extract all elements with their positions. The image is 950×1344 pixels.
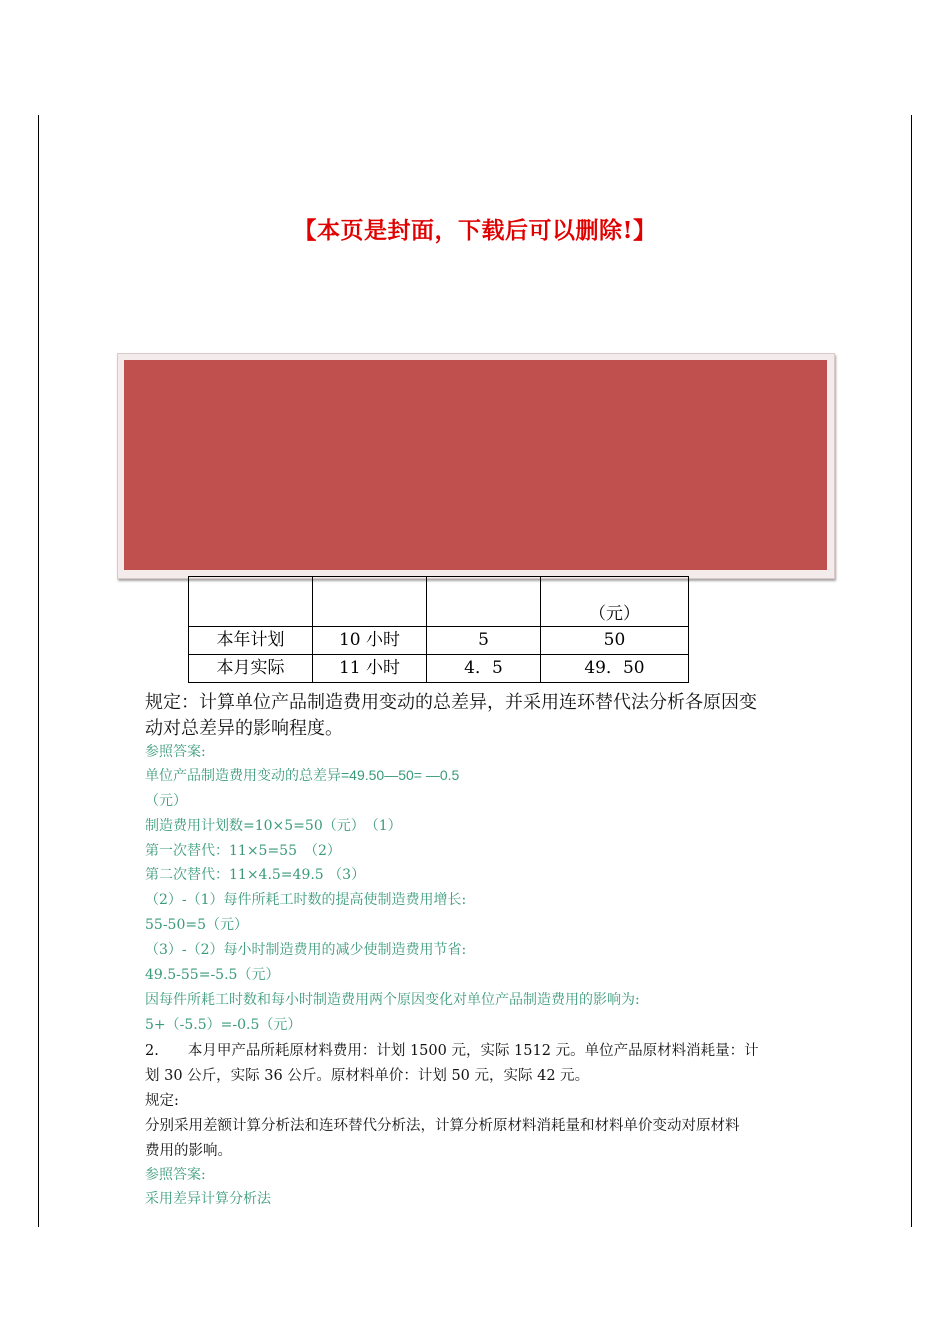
answer-label: 参照答案:: [145, 744, 206, 760]
answer-line: 55-50=5（元）: [145, 917, 248, 933]
banner-block: [124, 360, 827, 570]
answer-line: 单位产品制造费用变动的总差异=49.50—50= —0.5: [145, 767, 460, 783]
answer-line: （2）-（1）每件所耗工时数的提高使制造费用增长:: [145, 892, 467, 908]
table-cell: 本年计划: [189, 627, 313, 655]
table-cell: 50: [541, 627, 689, 655]
table-cell: （元）: [541, 577, 689, 627]
answer-line: 第一次替代：11×5=55 （2）: [145, 843, 341, 859]
question-2-line-1: 2. 本月甲产品所耗原材料费用：计划 1500 元，实际 1512 元。单位产品原材料消耗量：计: [145, 1043, 759, 1059]
table-cell: [189, 577, 313, 627]
answer-line: 49.5-55=-5.5（元）: [145, 967, 280, 983]
answer-2-line: 采用差异计算分析法: [145, 1191, 271, 1207]
page-right-border: [911, 115, 912, 1227]
table-cell: 11 小时: [313, 655, 427, 683]
page-left-border: [38, 115, 39, 1227]
table-cell: 本月实际: [189, 655, 313, 683]
table-cell: [313, 577, 427, 627]
answer-line: （元）: [145, 793, 187, 809]
cover-notice: 【本页是封面，下载后可以删除!】: [293, 217, 657, 244]
question-2-req-2: 费用的影响。: [145, 1143, 232, 1159]
table-header-row: [189, 577, 689, 627]
cost-table: [188, 576, 689, 683]
banner-frame: [117, 353, 835, 579]
question-2-line-2: 划 30 公斤，实际 36 公斤。原材料单价：计划 50 元，实际 42 元。: [145, 1068, 590, 1084]
answer-line: 第二次替代：11×4.5=49.5 （3）: [145, 867, 366, 883]
question-2-req-1: 分别采用差额计算分析法和连环替代分析法，计算分析原材料消耗量和材料单价变动对原材料: [145, 1118, 740, 1134]
answer-line: 制造费用计划数=10×5=50（元） （1）: [145, 818, 402, 834]
table-cell: [427, 577, 541, 627]
requirement-line-1: 规定：计算单位产品制造费用变动的总差异，并采用连环替代法分析各原因变: [145, 692, 757, 713]
table-cell: 49．50: [541, 655, 689, 683]
answer-2-label: 参照答案:: [145, 1167, 206, 1183]
table-cell: 5: [427, 627, 541, 655]
table-cell: 4．5: [427, 655, 541, 683]
question-2-label: 规定:: [145, 1093, 179, 1109]
answer-line: 因每件所耗工时数和每小时制造费用两个原因变化对单位产品制造费用的影响为:: [145, 992, 640, 1008]
answer-line: （3）-（2）每小时制造费用的减少使制造费用节省:: [145, 942, 467, 958]
answer-line: 5+（-5.5）=-0.5（元）: [145, 1017, 302, 1033]
requirement-line-2: 动对总差异的影响程度。: [145, 718, 343, 739]
table-cell: 10 小时: [313, 627, 427, 655]
table-row: [189, 627, 689, 655]
table-row: [189, 655, 689, 683]
